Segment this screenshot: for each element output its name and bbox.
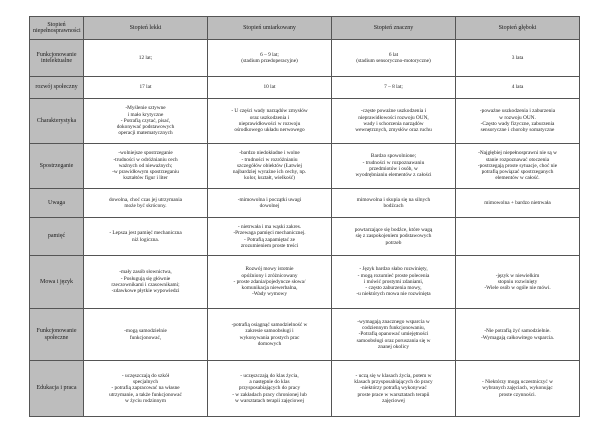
cell-perception-mild: -wolniejsze spostrzeganie -trudności w odróżnianiu cech ważnych od nieważnych; -w prawidłowym spostrzeganiu kształtów figur i liter xyxy=(84,144,208,189)
header-row xyxy=(30,17,580,40)
cell-attention-mild: dowolna, choć czas jej utrzymania może być skrócony. xyxy=(84,189,208,218)
cell-characteristics-severe: -częste poważne uszkodzenia i nieprawidłowości rozwoju OUN, wady i schorzenia narządów wewnętrznych, zmysłów oraz ruchu xyxy=(332,99,456,144)
cell-characteristics-profound: -poważne uszkodzenia i zaburzenia w rozwoju OUN. -Często wady fizyczne, zaburzenia sensoryczne i choroby somatyczne xyxy=(456,99,580,144)
document-page xyxy=(29,16,579,417)
cell-speech-profound: -język w niewielkim stopniu rozwinięty -Wiele osób w ogóle nie mówi. xyxy=(456,256,580,309)
header-disability-level: Stopień niepełnosprawności xyxy=(30,17,84,40)
disability-levels-table xyxy=(29,16,580,417)
cell-education-severe: - uczą się w klasach życia, potem w klasach przysposabiających do pracy -niektórzy potrafią wykonywać proste prace w warsztatach terapii zajęciowej xyxy=(332,361,456,417)
cell-social-functioning-moderate: -potrafią osiągnąć samodzielność w zakresie samoobsługi i wykonywania prostych prac domowych xyxy=(208,309,332,361)
table-row xyxy=(30,77,580,99)
cell-social-mild: 17 lat xyxy=(84,77,208,99)
row-label-intellectual: Funkcjonowanie intelektualne xyxy=(30,40,84,77)
cell-perception-severe: Bardzo spowolnione; - trudności w rozpoznawaniu przedmiotów i osób, w wyodrębnianiu elementów z całości xyxy=(332,144,456,189)
cell-memory-mild: - Lepsza jest pamięć mechaniczna niż logiczna. xyxy=(84,218,208,256)
table-row xyxy=(30,256,580,309)
cell-intellectual-severe: 6 lat (stadium sensoryczno-motoryczne) xyxy=(332,40,456,77)
cell-characteristics-moderate: - U części wady narządów zmysłów oraz uszkodzenia i nieprawidłowości w rozwoju ośrodkowego układu nerwowego xyxy=(208,99,332,144)
cell-education-mild: - uczęszczają do szkół specjalnych - potrafią zapracować na własne utrzymanie, a także funkcjonować w życiu rodzinnym xyxy=(84,361,208,417)
cell-intellectual-moderate: 6 – 9 lat; (stadium przedoperacyjne) xyxy=(208,40,332,77)
cell-intellectual-mild: 12 lat; xyxy=(84,40,208,77)
header-profound: Stopień głęboki xyxy=(456,17,580,40)
table-row xyxy=(30,40,580,77)
cell-attention-severe: mimowolna i skupia się na silnych bodźcach xyxy=(332,189,456,218)
row-label-social-functioning: Funkcjonowanie społeczne xyxy=(30,309,84,361)
table-row xyxy=(30,309,580,361)
cell-social-profound: 4 lata xyxy=(456,77,580,99)
cell-perception-profound: -Najgłębiej niepełnosprawni nie są w stanie rozpoznawać otoczenia -postrzegają proste sytuacje, choć nie potrafią powiązać spostrzeganych elementów w całość. xyxy=(456,144,580,189)
row-label-memory: pamięć xyxy=(30,218,84,256)
cell-speech-mild: -mały zasób słownictwa, - Posługują się głównie rzeczownikami i czasownikami; -zdawkowe płytkie wypowiedzi xyxy=(84,256,208,309)
cell-social-functioning-mild: -mogą samodzielnie funkcjonować, xyxy=(84,309,208,361)
cell-speech-moderate: Rozwój mowy istotnie opóźniony i zróżnicowany - proste zdania/pojedyncze słowa/ komunikacja niewerbalna, -Wady wymowy xyxy=(208,256,332,309)
table-row xyxy=(30,218,580,256)
table-row xyxy=(30,144,580,189)
row-label-attention: Uwaga xyxy=(30,189,84,218)
cell-education-profound: - Niektórzy mogą uczestniczyć w wybranych zajęciach, wykonując proste czynności. xyxy=(456,361,580,417)
cell-social-functioning-profound: -Nie potrafią żyć samodzielnie. -Wymagają całkowitego wsparcia. xyxy=(456,309,580,361)
row-label-social-development: rozwój społeczny xyxy=(30,77,84,99)
cell-speech-severe: - Język bardzo słabo rozwinięty, - mogą rozumieć proste polecenia i mówić prostymi zdaniami, - często zaburzenia mowy, -u niektórych mowa nie rozwinięta xyxy=(332,256,456,309)
cell-characteristics-mild: -Myślenie sztywne i mało krytyczne - Potrafią czytać, pisać, dokonywać podstawowych operacji matematycznych xyxy=(84,99,208,144)
row-label-characteristics: Charakterystyka xyxy=(30,99,84,144)
cell-attention-profound: mimowolna + bardzo nietrwała xyxy=(456,189,580,218)
header-mild: Stopień lekki xyxy=(84,17,208,40)
cell-memory-profound xyxy=(456,218,580,256)
cell-perception-moderate: -bardzo niedokładne i wolne - trudności w rozróżnianiu szczegółów obiektów (Łatwiej najbardziej wyrażne ich cechy, np. kolor, kształt, wielkość) xyxy=(208,144,332,189)
cell-social-functioning-severe: -wymagają znacznego wsparcia w codziennym funkcjonowaniu, -Potrafią opanować umiejętności samoobsługi oraz poruszania się w znanej okolicy xyxy=(332,309,456,361)
cell-memory-severe: powtarzające się bodźce, które wagą się z zaspokojeniem podstawowych potrzeb xyxy=(332,218,456,256)
cell-social-moderate: 10 lat xyxy=(208,77,332,99)
row-label-speech-language: Mowa i język xyxy=(30,256,84,309)
cell-intellectual-profound: 3 lata xyxy=(456,40,580,77)
header-severe: Stopień znaczny xyxy=(332,17,456,40)
cell-memory-moderate: - nietrwała i ma wąski zakres. -Przewaga pamięci mechanicznej. - Potrafią zapamiętać ze zrozumieniem proste treści xyxy=(208,218,332,256)
row-label-perception: Spostrzeganie xyxy=(30,144,84,189)
cell-attention-moderate: -mimowolna i początki uwagi dowolnej xyxy=(208,189,332,218)
table-row xyxy=(30,361,580,417)
header-moderate: Stopień umiarkowany xyxy=(208,17,332,40)
table-row xyxy=(30,99,580,144)
row-label-education-work: Edukacja i praca xyxy=(30,361,84,417)
cell-social-severe: 7 – 8 lat; xyxy=(332,77,456,99)
table-row xyxy=(30,189,580,218)
cell-education-moderate: - uczęszczają do klas życia, a następnie do klas przysposabiających do pracy - w zakładach pracy chronionej lub w warsztatach terapii zajęciowej xyxy=(208,361,332,417)
